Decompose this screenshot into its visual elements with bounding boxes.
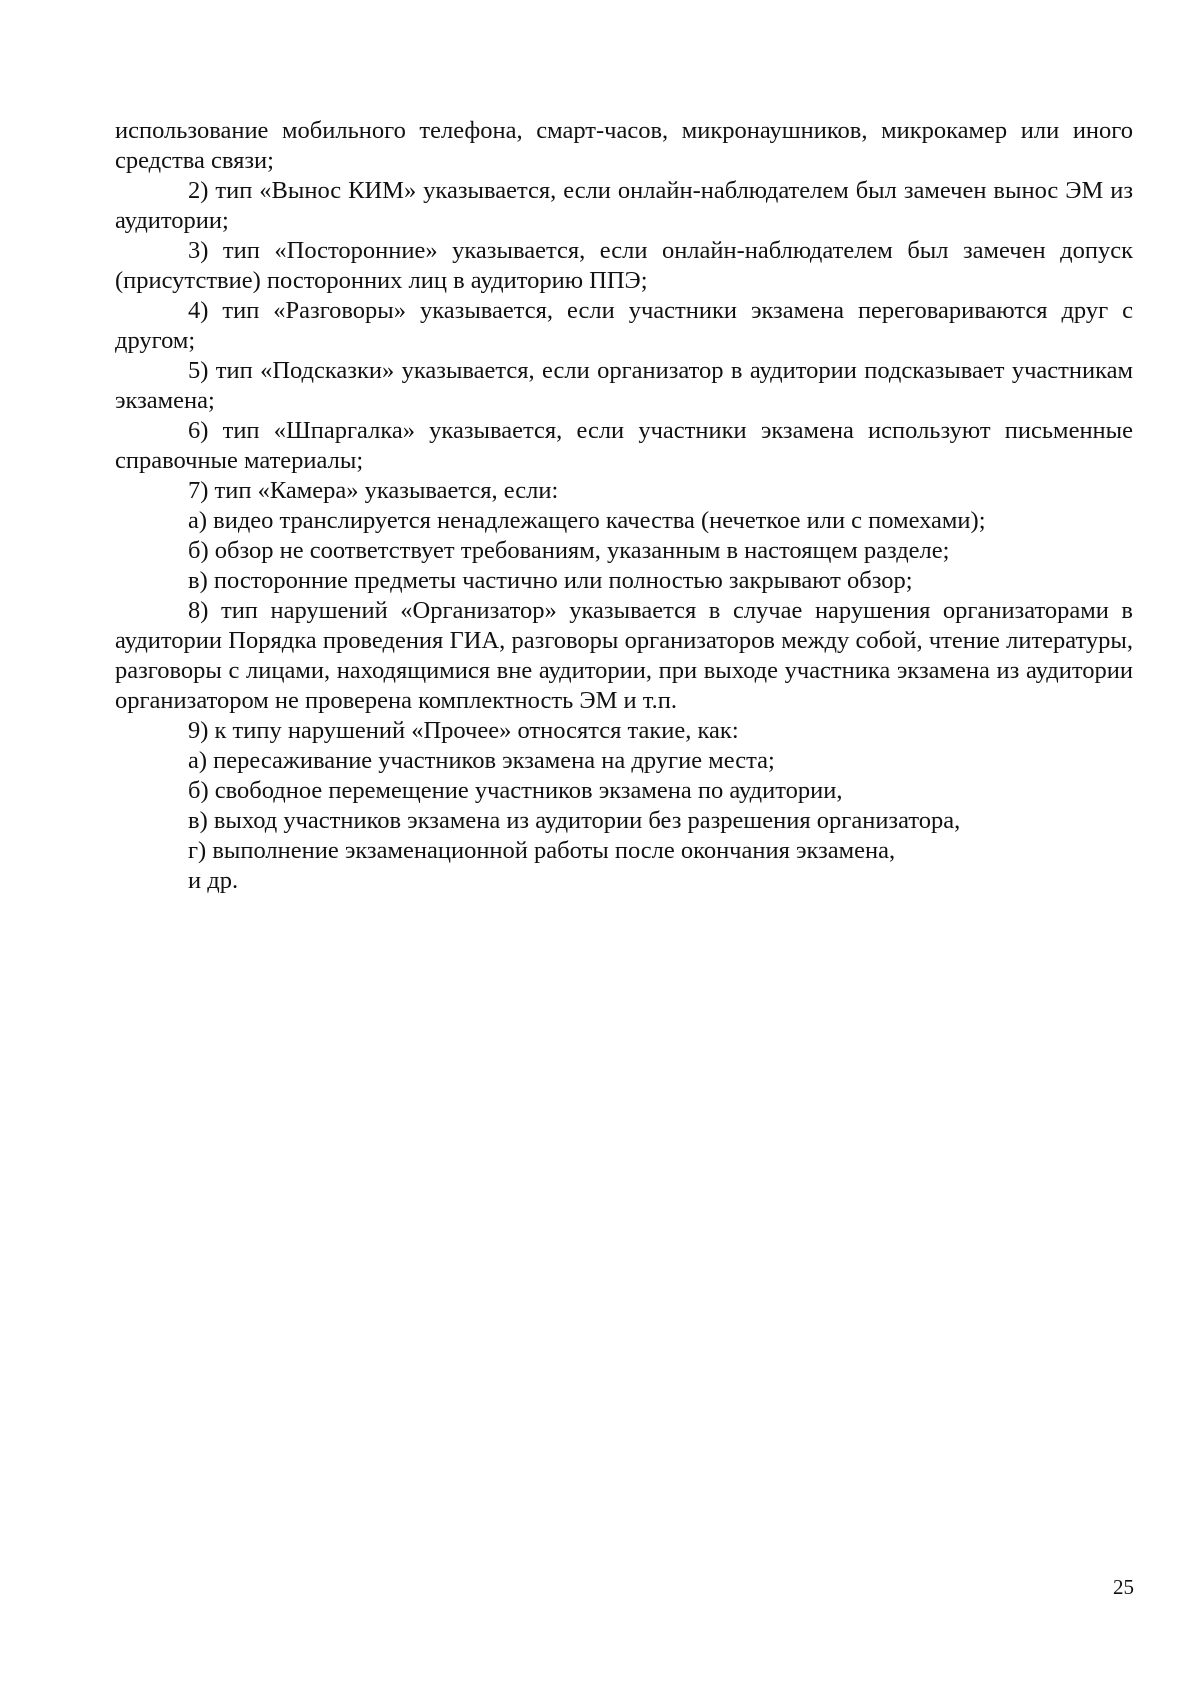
list-item-postoronnie: 3) тип «Посторонние» указывается, если онлайн-наблюдателем был замечен допуск (присутствие) посторонних лиц в аудиторию ППЭ; [115,237,1133,294]
page-number: 25 [1113,1575,1134,1599]
sub-item-prochee-b: б) свободное перемещение участников экзамена по аудитории, [188,777,843,804]
list-item-prochee: 9) к типу нарушений «Прочее» относятся такие, как: [188,717,739,744]
list-item-vynos-kim: 2) тип «Вынос КИМ» указывается, если онлайн-наблюдателем был замечен вынос ЭМ из аудитории; [115,177,1133,234]
sub-item-prochee-a: а) пересаживание участников экзамена на другие места; [188,747,775,774]
document-body [115,116,1133,896]
sub-item-kamera-v: в) посторонние предметы частично или полностью закрывают обзор; [188,567,913,594]
sub-item-prochee-v: в) выход участников экзамена из аудитории без разрешения организатора, [188,807,961,834]
paragraph-continuation: использование мобильного телефона, смарт-часов, микронаушников, микрокамер или иного средства связи; [115,117,1133,174]
list-ending: и др. [188,867,239,894]
list-item-podskazki: 5) тип «Подсказки» указывается, если организатор в аудитории подсказывает участникам экзамена; [115,357,1133,414]
list-item-shpargalka: 6) тип «Шпаргалка» указывается, если участники экзамена используют письменные справочные материалы; [115,417,1133,474]
sub-item-kamera-a: а) видео транслируется ненадлежащего качества (нечеткое или с помехами); [188,507,986,534]
list-item-organizator: 8) тип нарушений «Организатор» указывается в случае нарушения организаторами в аудитории Порядка проведения ГИА, разговоры организаторов между собой, чтение литературы, разговоры с лицами, находящимися вне аудитории, при выходе участника экзамена из аудитории организатором не проверена комплектность ЭМ и т.п. [115,597,1133,714]
list-item-kamera: 7) тип «Камера» указывается, если: [188,477,559,504]
sub-item-prochee-g: г) выполнение экзаменационной работы после окончания экзамена, [188,837,896,864]
sub-item-kamera-b: б) обзор не соответствует требованиям, указанным в настоящем разделе; [188,537,950,564]
list-item-razgovory: 4) тип «Разговоры» указывается, если участники экзамена переговариваются друг с другом; [115,297,1133,354]
